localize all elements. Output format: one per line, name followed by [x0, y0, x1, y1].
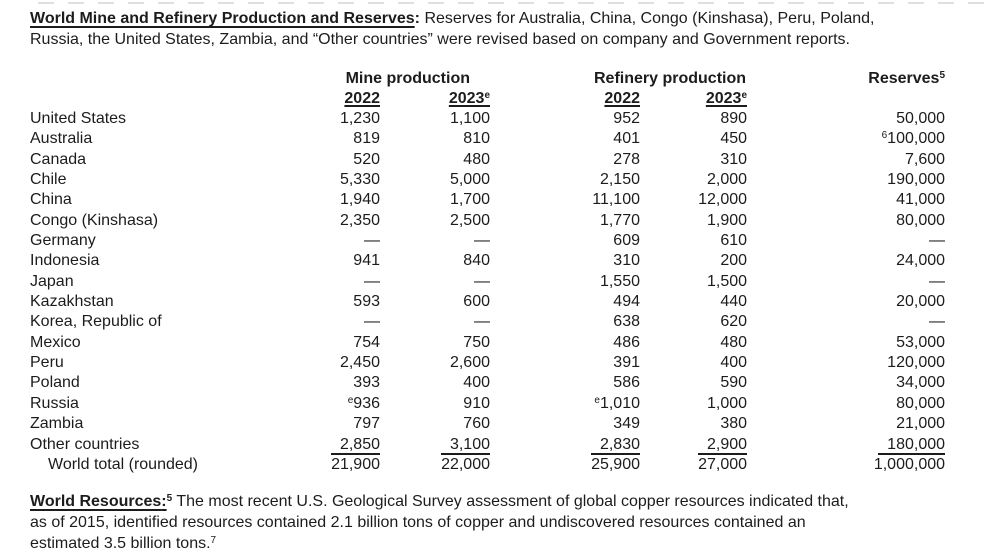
ref_2022-cell — [490, 293, 640, 313]
reserves-year-spacer — [747, 90, 945, 110]
value-text: 1,230 — [339, 110, 380, 127]
footnote-marker: 5 — [939, 70, 946, 81]
ref_2022-cell — [490, 374, 640, 394]
value-text: 2,830 — [591, 436, 640, 455]
value-text: — — [364, 272, 380, 290]
country-cell: Kazakhstan — [30, 293, 114, 311]
ref_2023-cell — [640, 293, 747, 313]
ref_2023-cell — [640, 171, 747, 191]
reserves-cell — [747, 395, 945, 415]
mine_2023-cell — [380, 456, 490, 476]
intro-line1-rest: Reserves for Australia, China, Congo (Kinshasa), Peru, Poland, — [420, 10, 875, 27]
table-row — [30, 313, 945, 333]
mine_2022-cell — [320, 456, 380, 476]
footer-line1-rest: The most recent U.S. Geological Survey assessment of global copper resources indicated that, — [172, 493, 849, 511]
value-text: 401 — [613, 130, 640, 148]
value-text: 797 — [353, 415, 380, 433]
value-text: 5,330 — [339, 171, 380, 189]
value-text: 380 — [720, 415, 748, 433]
mine_2022-cell — [320, 293, 380, 313]
ref_2023-cell — [640, 456, 747, 476]
footnote-marker: 6 — [881, 130, 888, 142]
value-text: 349 — [613, 415, 640, 433]
mine_2023-cell — [380, 110, 490, 130]
table-row — [30, 110, 945, 130]
refinery-production-label: Refinery production — [594, 70, 747, 87]
intro-paragraph — [30, 8, 985, 50]
ref_2022-cell — [490, 456, 640, 476]
value-text: 1,500 — [706, 272, 748, 290]
value-text: 840 — [463, 252, 490, 270]
value-text: 494 — [613, 293, 640, 311]
ref_2023-cell — [640, 334, 747, 354]
value-text: 952 — [613, 110, 640, 127]
ref_2023-cell — [640, 110, 747, 130]
value-text: 11,100 — [592, 191, 640, 209]
refinery-production-header — [490, 70, 747, 90]
table-row — [30, 212, 945, 232]
value-text: 24,000 — [896, 252, 946, 270]
value-text: 941 — [353, 252, 380, 270]
country-cell: Other countries — [30, 435, 140, 453]
value-text: 25,900 — [591, 455, 640, 473]
table-row — [30, 273, 945, 293]
ref_2023-cell — [640, 212, 747, 232]
value-text: 190,000 — [887, 171, 946, 189]
footnote-marker: 7 — [210, 535, 217, 547]
value-text: 2,350 — [339, 211, 380, 229]
footer-title-text: World Resources — [30, 493, 162, 511]
ref_2022-cell — [490, 130, 640, 150]
mine_2022-cell — [320, 273, 380, 293]
value-text: 1,000 — [706, 394, 748, 412]
reserves-cell — [747, 313, 945, 333]
ref_2022-cell — [490, 232, 640, 252]
mine_2023-cell — [380, 415, 490, 435]
value-text: 7,600 — [904, 150, 946, 168]
mine_2023-cell — [380, 130, 490, 150]
value-text: 53,000 — [896, 333, 946, 351]
value-text: 400 — [720, 354, 748, 372]
group-header-row — [30, 70, 945, 90]
reserves-cell — [747, 232, 945, 252]
ref_2023-cell — [640, 151, 747, 171]
mine_2023-cell — [380, 293, 490, 313]
value-text: 1,940 — [339, 191, 380, 209]
value-text: 590 — [720, 374, 748, 392]
ref_2022-cell — [490, 436, 640, 456]
footnote-marker: e — [594, 394, 600, 406]
mine-2022-year-header: 2022 — [344, 90, 380, 107]
mine_2022-cell — [320, 395, 380, 415]
value-text: — — [929, 313, 946, 331]
value-text: 480 — [720, 333, 748, 351]
country-cell: Japan — [30, 272, 74, 290]
value-text: 2,150 — [599, 171, 640, 189]
value-text: 2,500 — [449, 211, 490, 229]
mine_2022-cell — [320, 130, 380, 150]
reserves-header — [747, 70, 945, 90]
value-text: 610 — [720, 232, 748, 250]
ref_2023-cell — [640, 273, 747, 293]
footer-title-colon: : — [161, 493, 167, 511]
country-cell: Chile — [30, 171, 67, 189]
value-text: — — [474, 232, 490, 250]
table-row — [30, 293, 945, 313]
country-cell: Germany — [30, 232, 96, 250]
mine_2022-cell — [320, 252, 380, 272]
value-text: 819 — [353, 130, 380, 148]
value-text: 600 — [463, 293, 490, 311]
ref_2022-cell — [490, 191, 640, 211]
value-text: — — [364, 313, 380, 331]
value-text: 12,000 — [698, 191, 748, 209]
scan-artifact-line — [38, 2, 996, 4]
country-cell: Australia — [30, 130, 93, 148]
production-reserves-table — [30, 70, 945, 476]
value-text: 2,900 — [698, 436, 747, 455]
footnote-marker: 5 — [166, 493, 173, 505]
value-text: $^e$1,010 — [594, 394, 640, 412]
reserves-cell — [747, 191, 945, 211]
value-text: 890 — [720, 110, 748, 127]
mine_2022-cell — [320, 212, 380, 232]
country-cell: China — [30, 191, 72, 209]
value-text: 1,550 — [599, 272, 640, 290]
ref_2023-cell — [640, 191, 747, 211]
mine-production-label: Mine production — [345, 70, 470, 87]
mine-2023-year-header: 2023e — [448, 90, 490, 107]
table-row — [30, 252, 945, 272]
reserves-cell — [747, 293, 945, 313]
ref_2023-cell — [640, 313, 747, 333]
mine_2023-cell — [380, 354, 490, 374]
value-text: 620 — [720, 313, 748, 331]
ref_2022-cell — [490, 212, 640, 232]
ref_2022-cell — [490, 252, 640, 272]
table-row — [30, 436, 945, 456]
mine_2023-cell — [380, 273, 490, 293]
value-text: 520 — [353, 150, 380, 168]
refinery-2023-year-header: 2023e — [705, 90, 748, 107]
value-text: 1,000,000 — [873, 455, 946, 473]
mine_2022-cell — [320, 374, 380, 394]
mine_2023-cell — [380, 395, 490, 415]
value-text: 80,000 — [896, 211, 946, 229]
value-text: 200 — [720, 252, 748, 270]
value-text: 21,000 — [896, 415, 946, 433]
section-title: World Mine and Refinery Production and Reserves — [30, 10, 415, 27]
value-text: 440 — [720, 293, 748, 311]
mine_2022-cell — [320, 191, 380, 211]
ref_2022-cell — [490, 171, 640, 191]
mine_2023-cell — [380, 191, 490, 211]
value-text: 21,900 — [331, 455, 380, 473]
mine_2022-cell — [320, 436, 380, 456]
table-row — [30, 232, 945, 252]
value-text: 2,450 — [339, 354, 380, 372]
estimate-marker: e — [484, 90, 490, 101]
mine_2022-cell — [320, 415, 380, 435]
ref_2023-cell — [640, 252, 747, 272]
value-text: 120,000 — [887, 354, 946, 372]
ref_2023-cell — [640, 354, 747, 374]
table-body — [30, 110, 945, 476]
world-resources-paragraph — [30, 491, 985, 554]
ref_2022-cell — [490, 415, 640, 435]
ref_2023-cell — [640, 436, 747, 456]
value-text: 480 — [463, 150, 490, 168]
reserves-cell — [747, 456, 945, 476]
value-text: 1,900 — [706, 211, 748, 229]
country-cell: United States — [30, 110, 127, 127]
value-text: 2,600 — [449, 354, 490, 372]
value-text: 750 — [463, 333, 490, 351]
footer-line2: as of 2015, identified resources contained 2.1 billion tons of copper and undiscovered resources contained an — [30, 514, 806, 532]
value-text: $^6$100,000 — [881, 130, 946, 148]
value-text: 3,100 — [441, 436, 490, 455]
ref_2022-cell — [490, 395, 640, 415]
value-text: 2,850 — [331, 436, 380, 455]
reserves-label-text: Reserves — [868, 70, 940, 87]
reserves-cell — [747, 273, 945, 293]
intro-line2: Russia, the United States, Zambia, and “Other countries” were revised based on company and Government reports. — [30, 31, 850, 48]
value-text: 180,000 — [878, 436, 945, 455]
mine_2022-cell — [320, 171, 380, 191]
table-row — [30, 151, 945, 171]
value-text: 1,700 — [449, 191, 490, 209]
value-text: 310 — [613, 252, 640, 270]
value-text: 760 — [463, 415, 490, 433]
value-text: 910 — [463, 394, 490, 412]
ref_2022-cell — [490, 273, 640, 293]
mine_2022-cell — [320, 110, 380, 130]
value-text: 22,000 — [441, 455, 490, 473]
value-text: $^e$936 — [347, 394, 380, 412]
value-text: 393 — [353, 374, 380, 392]
country-cell: World total (rounded) — [48, 455, 198, 473]
ref_2023-cell — [640, 232, 747, 252]
reserves-cell — [747, 374, 945, 394]
ref_2023-cell — [640, 374, 747, 394]
value-text: 20,000 — [896, 293, 946, 311]
reserves-cell — [747, 130, 945, 150]
refinery-2022-year-header: 2022 — [604, 90, 640, 107]
table-row — [30, 191, 945, 211]
table-row — [30, 130, 945, 150]
ref_2023-cell — [640, 415, 747, 435]
mine_2022-cell — [320, 354, 380, 374]
value-text: 609 — [613, 232, 640, 250]
country-cell: Indonesia — [30, 252, 100, 270]
mine_2022-cell — [320, 313, 380, 333]
value-text: — — [929, 232, 946, 250]
mine_2023-cell — [380, 374, 490, 394]
mine_2023-cell — [380, 151, 490, 171]
mine_2023-cell — [380, 436, 490, 456]
reserves-cell — [747, 436, 945, 456]
ref_2022-cell — [490, 313, 640, 333]
country-cell: Congo (Kinshasa) — [30, 211, 159, 229]
mine_2022-cell — [320, 334, 380, 354]
value-text: 278 — [613, 150, 640, 168]
country-cell: Poland — [30, 374, 80, 392]
year-header-spacer — [30, 90, 320, 110]
mine_2023-cell — [380, 212, 490, 232]
estimate-marker: e — [741, 90, 748, 101]
value-text: — — [474, 313, 490, 331]
value-text: 638 — [613, 313, 640, 331]
value-text: — — [929, 272, 946, 290]
reserves-cell — [747, 171, 945, 191]
table-row — [30, 415, 945, 435]
reserves-cell — [747, 252, 945, 272]
country-header-spacer — [30, 70, 320, 90]
table-row — [30, 171, 945, 191]
table-row — [30, 456, 945, 476]
value-text: 310 — [720, 150, 748, 168]
mine-production-header — [320, 70, 490, 90]
mine_2022-cell — [320, 232, 380, 252]
country-cell: Russia — [30, 394, 79, 412]
country-cell: Zambia — [30, 415, 84, 433]
value-text: 586 — [613, 374, 640, 392]
country-cell: Mexico — [30, 333, 81, 351]
value-text: 810 — [463, 130, 490, 148]
reserves-cell — [747, 212, 945, 232]
mine_2023-cell — [380, 252, 490, 272]
ref_2022-cell — [490, 354, 640, 374]
table-row — [30, 334, 945, 354]
country-cell: Canada — [30, 150, 87, 168]
mine_2023-cell — [380, 313, 490, 333]
table-row — [30, 374, 945, 394]
country-cell: Peru — [30, 354, 64, 372]
reserves-cell — [747, 334, 945, 354]
mine_2023-cell — [380, 232, 490, 252]
reserves-cell — [747, 110, 945, 130]
footer-title — [30, 493, 167, 510]
value-text: 2,000 — [706, 171, 748, 189]
year-header-row — [30, 90, 945, 110]
value-text: 80,000 — [896, 394, 946, 412]
ref_2022-cell — [490, 151, 640, 171]
reserves-label — [868, 70, 945, 87]
value-text: 400 — [463, 374, 490, 392]
reserves-cell — [747, 354, 945, 374]
value-text: 486 — [613, 333, 640, 351]
value-text: 391 — [613, 354, 640, 372]
country-cell: Korea, Republic of — [30, 313, 162, 331]
value-text: 5,000 — [449, 171, 490, 189]
footnote-marker: e — [347, 394, 354, 406]
ref_2023-cell — [640, 395, 747, 415]
value-text: — — [364, 232, 380, 250]
mine_2022-cell — [320, 151, 380, 171]
ref_2022-cell — [490, 334, 640, 354]
reserves-cell — [747, 151, 945, 171]
value-text: 27,000 — [698, 455, 748, 473]
value-text: 1,100 — [449, 110, 490, 127]
ref_2023-cell — [640, 130, 747, 150]
value-text: 50,000 — [896, 110, 946, 127]
value-text: — — [474, 272, 490, 290]
value-text: 1,770 — [599, 211, 640, 229]
value-text: 754 — [353, 333, 380, 351]
table-row — [30, 354, 945, 374]
table-row — [30, 395, 945, 415]
value-text: 41,000 — [896, 191, 946, 209]
value-text: 593 — [353, 293, 380, 311]
mine_2023-cell — [380, 171, 490, 191]
value-text: 34,000 — [896, 374, 946, 392]
value-text: 450 — [720, 130, 748, 148]
ref_2022-cell — [490, 110, 640, 130]
reserves-cell — [747, 415, 945, 435]
footer-line3: estimated 3.5 billion tons. — [30, 535, 211, 553]
section-title-colon: : — [414, 10, 420, 27]
mine_2023-cell — [380, 334, 490, 354]
